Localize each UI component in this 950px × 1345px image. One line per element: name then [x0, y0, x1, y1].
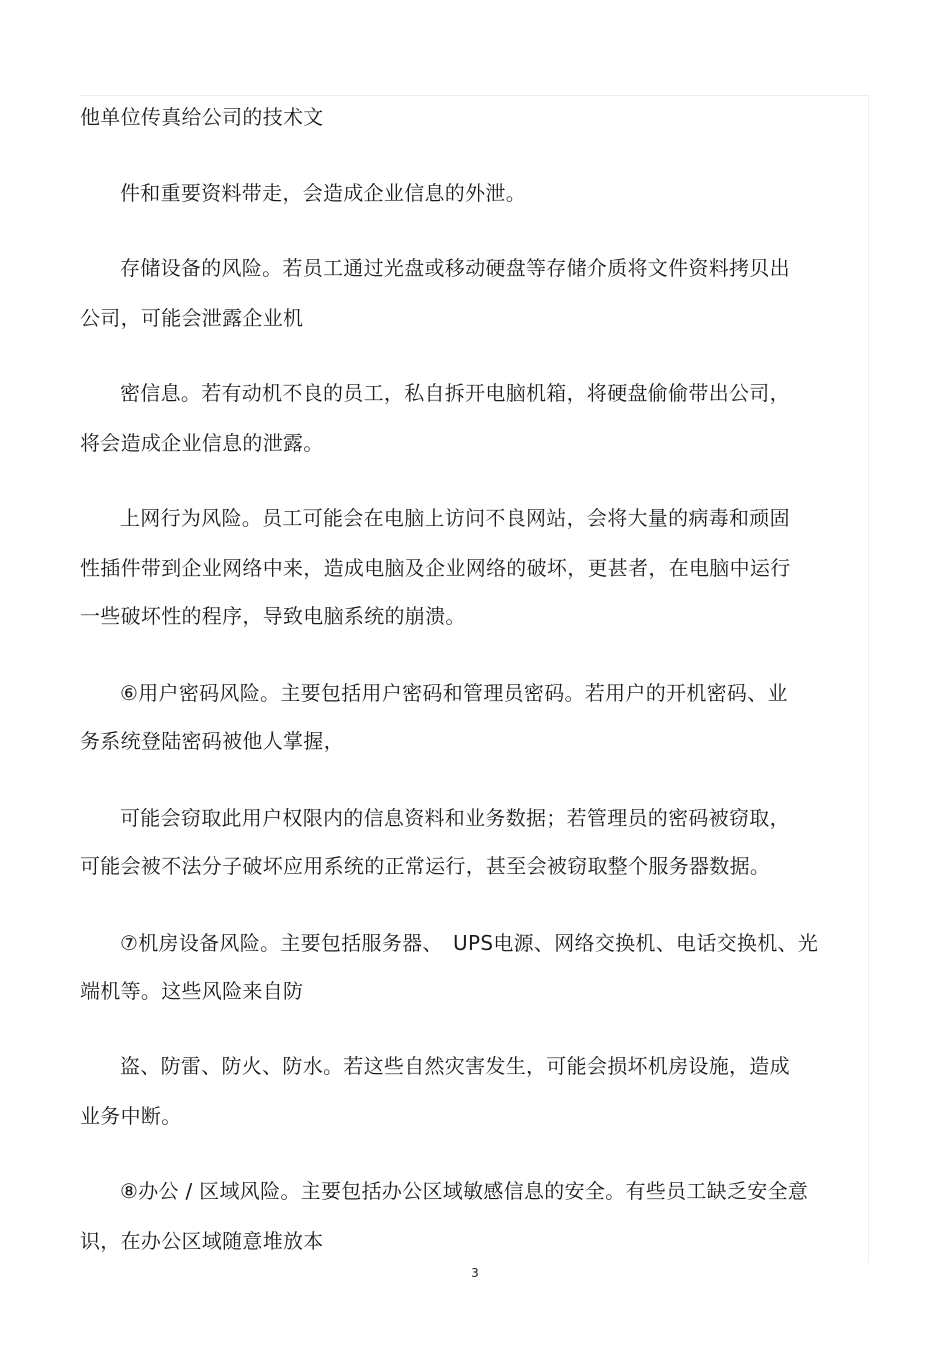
- text-line: 将会造成企业信息的泄露。: [80, 431, 324, 455]
- text-line: 业务中断。: [80, 1104, 182, 1128]
- text-line: 务系统登陆密码被他人掌握，: [80, 729, 344, 753]
- text-line: ⑦机房设备风险。主要包括服务器、 UPS电源、网络交换机、电话交换机、光: [120, 931, 819, 955]
- page-frame-right-border: [868, 95, 869, 1263]
- page-frame-top-border: [80, 95, 870, 96]
- text-line: ⑧办公 / 区域风险。主要包括办公区域敏感信息的安全。有些员工缺乏安全意: [120, 1179, 809, 1203]
- text-line: 上网行为风险。员工可能会在电脑上访问不良网站，会将大量的病毒和顽固: [120, 506, 790, 530]
- page-number: 3: [471, 1266, 479, 1280]
- text-line: 一些破坏性的程序，导致电脑系统的崩溃。: [80, 604, 466, 628]
- text-line: 端机等。这些风险来自防: [80, 979, 304, 1003]
- text-line: ⑥用户密码风险。主要包括用户密码和管理员密码。若用户的开机密码、业: [120, 681, 788, 705]
- text-line: 性插件带到企业网络中来，造成电脑及企业网络的破坏，更甚者，在电脑中运行: [80, 556, 791, 580]
- text-line: 识，在办公区域随意堆放本: [80, 1229, 324, 1253]
- text-line: 公司，可能会泄露企业机: [80, 306, 304, 330]
- text-line: 盗、防雷、防火、防水。若这些自然灾害发生，可能会损坏机房设施，造成: [120, 1054, 790, 1078]
- text-line: 存储设备的风险。若员工通过光盘或移动硬盘等存储介质将文件资料拷贝出: [120, 256, 790, 280]
- text-line: 他单位传真给公司的技术文: [80, 105, 324, 129]
- text-line: 件和重要资料带走，会造成企业信息的外泄。: [120, 181, 526, 205]
- text-line: 可能会被不法分子破坏应用系统的正常运行，甚至会被窃取整个服务器数据。: [80, 854, 771, 878]
- text-line: 密信息。若有动机不良的员工，私自拆开电脑机箱，将硬盘偷偷带出公司，: [120, 381, 790, 405]
- text-line: 可能会窃取此用户权限内的信息资料和业务数据；若管理员的密码被窃取，: [120, 806, 790, 830]
